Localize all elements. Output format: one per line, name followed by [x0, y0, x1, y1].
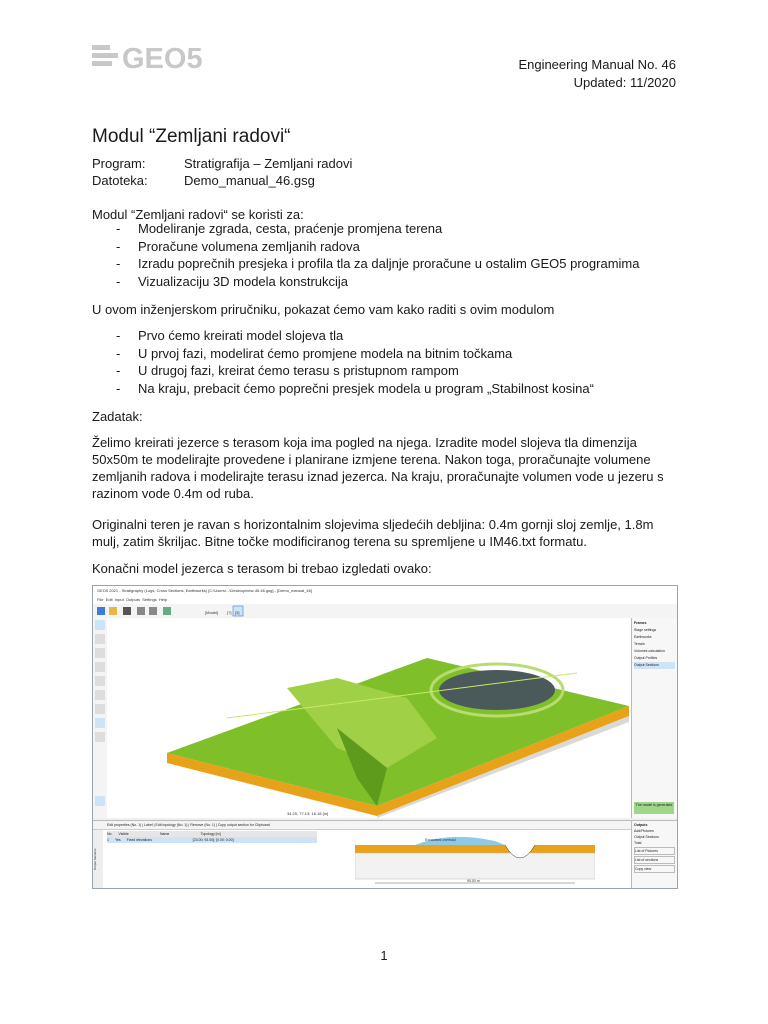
frame-volumes[interactable]: Volumes calculation	[634, 649, 665, 653]
tab-edit-properties[interactable]: Edit properties (No. 1)	[107, 823, 142, 827]
toolbar	[93, 604, 677, 619]
uses-list	[92, 220, 639, 290]
stage-label-1[interactable]: [?]	[227, 610, 232, 615]
coords-readout: 34.25, 77.13; 16.18 [m]	[287, 811, 329, 816]
rotate-tool-icon[interactable]	[95, 676, 105, 686]
outputs-title: Outputs	[634, 823, 648, 827]
manual-number: Engineering Manual No. 46	[518, 57, 676, 72]
file-value: Demo_manual_46.gsg	[184, 173, 315, 188]
model-status-button[interactable]: The model is generated	[634, 802, 674, 814]
lake	[439, 670, 555, 710]
redo-icon[interactable]	[149, 607, 157, 615]
manual-header	[518, 56, 676, 92]
program-value: Stratigrafija – Zemljani radovi	[184, 156, 353, 171]
list-item: - Vizualizaciju 3D modela konstrukcija	[92, 273, 639, 291]
window-title: GEO5 2021 - Stratigraphy (Logs, Cross Sections, Earthworks) [C:\Users\...\Desktop\new-45.46.gsg] - [Demo_manual_46]	[93, 586, 677, 596]
terrain-text: Originalni teren je ravan s horizontalnim slojevima sljedećih debljina: 0.4m gornji sloj zemlje, 1.8m mulj, zatim škriljac. Bitne točke modificiranog terena su spremljene u IM46.txt formatu.	[92, 517, 654, 549]
page-number: 1	[380, 948, 388, 963]
svg-text:GEO5: GEO5	[122, 43, 203, 72]
menu-item-help[interactable]: Help	[158, 597, 168, 602]
stage-label-2: [3]	[235, 610, 240, 615]
page-title: Modul “Zemljani radovi“	[92, 126, 291, 147]
list-pictures-button[interactable]: List of Pictures	[634, 847, 675, 855]
document-meta	[92, 155, 352, 189]
toolbar-icons	[93, 604, 677, 618]
menu-item-input[interactable]: Input	[114, 597, 124, 602]
bottom-tabs: Edit properties (No. 1) | Label | Edit topology (No. 1) | Remove (No. 1) | Copy output section for Clipboard	[93, 821, 631, 830]
tab-edit-topology[interactable]: Edit topology (No. 1)	[155, 823, 188, 827]
list-item: - Modeliranje zgrada, cesta, praćenje promjena terena	[92, 220, 639, 238]
new-file-icon[interactable]	[97, 607, 105, 615]
list-sections-button[interactable]: List of sections	[634, 856, 675, 864]
task-heading: Zadatak:	[92, 409, 143, 424]
bottom-panel	[93, 820, 631, 889]
undo-icon[interactable]	[137, 607, 145, 615]
col-visible: Visible	[118, 832, 129, 836]
tab-copy-section[interactable]: Copy output section for Clipboard	[217, 823, 270, 827]
menu-item-settings[interactable]: Settings	[142, 597, 157, 602]
3d-model-viewport[interactable]	[107, 618, 631, 818]
list-item: - U drugoj fazi, kreirat ćemo terasu s pristupnom rampom	[92, 362, 594, 380]
output-sections-label: Output Sections	[93, 830, 103, 889]
outputs-panel	[631, 820, 677, 888]
menu-bar	[93, 596, 677, 604]
table-row[interactable]: 1 Yes Fixed elevations [23.00; 93.00]; [0.00; 0.00]	[107, 837, 317, 843]
menu-item-file[interactable]: File	[97, 597, 104, 602]
model-label: [Model]	[205, 610, 219, 615]
copy-view-button[interactable]: Copy view	[634, 865, 675, 873]
sections-table	[107, 831, 317, 843]
list-item: - Prvo ćemo kreirati model slojeva tla	[92, 327, 594, 345]
move-tool-icon[interactable]	[95, 634, 105, 644]
geo5-logo	[92, 42, 224, 72]
3d-view-icon[interactable]	[95, 718, 105, 728]
frame-output-sections[interactable]: Output Sections	[634, 662, 675, 669]
col-topology: Topology [m]	[200, 832, 221, 836]
save-icon[interactable]	[123, 607, 131, 615]
section-dimension: 90.00 m	[467, 879, 480, 883]
file-row	[92, 172, 352, 189]
table-view-icon[interactable]	[95, 796, 105, 806]
left-tool-column	[93, 618, 107, 818]
zoom-extent-icon[interactable]	[95, 662, 105, 672]
frame-terrain[interactable]: Terrain	[634, 642, 645, 646]
list-item: - Izradu poprečnih presjeka i profila tla za daljnje proračune u ostalim GEO5 programima	[92, 255, 639, 273]
menu-item-outputs[interactable]: Outputs	[125, 597, 140, 602]
program-key: Program:	[92, 156, 146, 171]
outputs-add-pictures[interactable]: Add/Pictures	[634, 829, 654, 833]
frames-title: Frames	[634, 621, 647, 625]
frame-output-profiles[interactable]: Output Profiles	[634, 656, 658, 660]
manual-intro-text: U ovom inženjerskom priručniku, pokazat ćemo vam kako raditi s ovim modulom	[92, 302, 555, 317]
cross-section-preview	[355, 831, 595, 887]
updated-date: Updated: 11/2020	[573, 75, 676, 90]
outputs-total: Total	[634, 841, 642, 845]
frame-earthworks[interactable]: Earthworks	[634, 635, 652, 639]
outputs-sections-count: Output Sections	[634, 835, 659, 839]
list-item: - Proračune volumena zemljanih radova	[92, 238, 639, 256]
select-tool-icon[interactable]	[95, 620, 105, 630]
zoom-tool-icon[interactable]	[95, 648, 105, 658]
tab-remove[interactable]: Remove (No. 1)	[190, 823, 216, 827]
program-row	[92, 155, 352, 172]
section-label: Excavated overhaul	[425, 838, 456, 842]
section-tool-icon[interactable]	[95, 704, 105, 714]
open-folder-icon[interactable]	[109, 607, 117, 615]
tab-label[interactable]: Label	[144, 823, 153, 827]
task-text: Želimo kreirati jezerce s terasom koja ima pogled na njega. Izradite model slojeva tla dimenzija 50x50m te modelirajte provedene i planirane izmjene terena. Nakon toga, proračunajte volumene zemljanih radova i modelirajte terasu iznad jezerca. Na kraju, proračunajte volumen vode u jezeru s razinom vode 0.4m od ruba.	[92, 435, 664, 501]
axis-tool-icon[interactable]	[95, 690, 105, 700]
final-model-text: Konačni model jezerca s terasom bi trebao izgledati ovako:	[92, 561, 432, 576]
frame-stage-settings[interactable]: Stage settings	[634, 628, 657, 632]
list-item: - U prvoj fazi, modelirat ćemo promjene modela na bitnim točkama	[92, 345, 594, 363]
steps-list	[92, 327, 594, 397]
frames-panel	[631, 618, 677, 818]
col-name: Name	[160, 832, 170, 836]
col-no: No.	[107, 832, 113, 836]
list-item: - Na kraju, prebacit ćemo poprečni presjek modela u program „Stabilnost kosina“	[92, 380, 594, 398]
render-settings-icon[interactable]	[95, 732, 105, 742]
stage-icon[interactable]	[163, 607, 171, 615]
menu-item-edit[interactable]: Edit	[105, 597, 113, 602]
file-key: Datoteka:	[92, 173, 148, 188]
intro-text: Modul “Zemljani radovi“ se koristi za:	[92, 207, 304, 222]
geo5-screenshot-figure	[92, 585, 678, 889]
